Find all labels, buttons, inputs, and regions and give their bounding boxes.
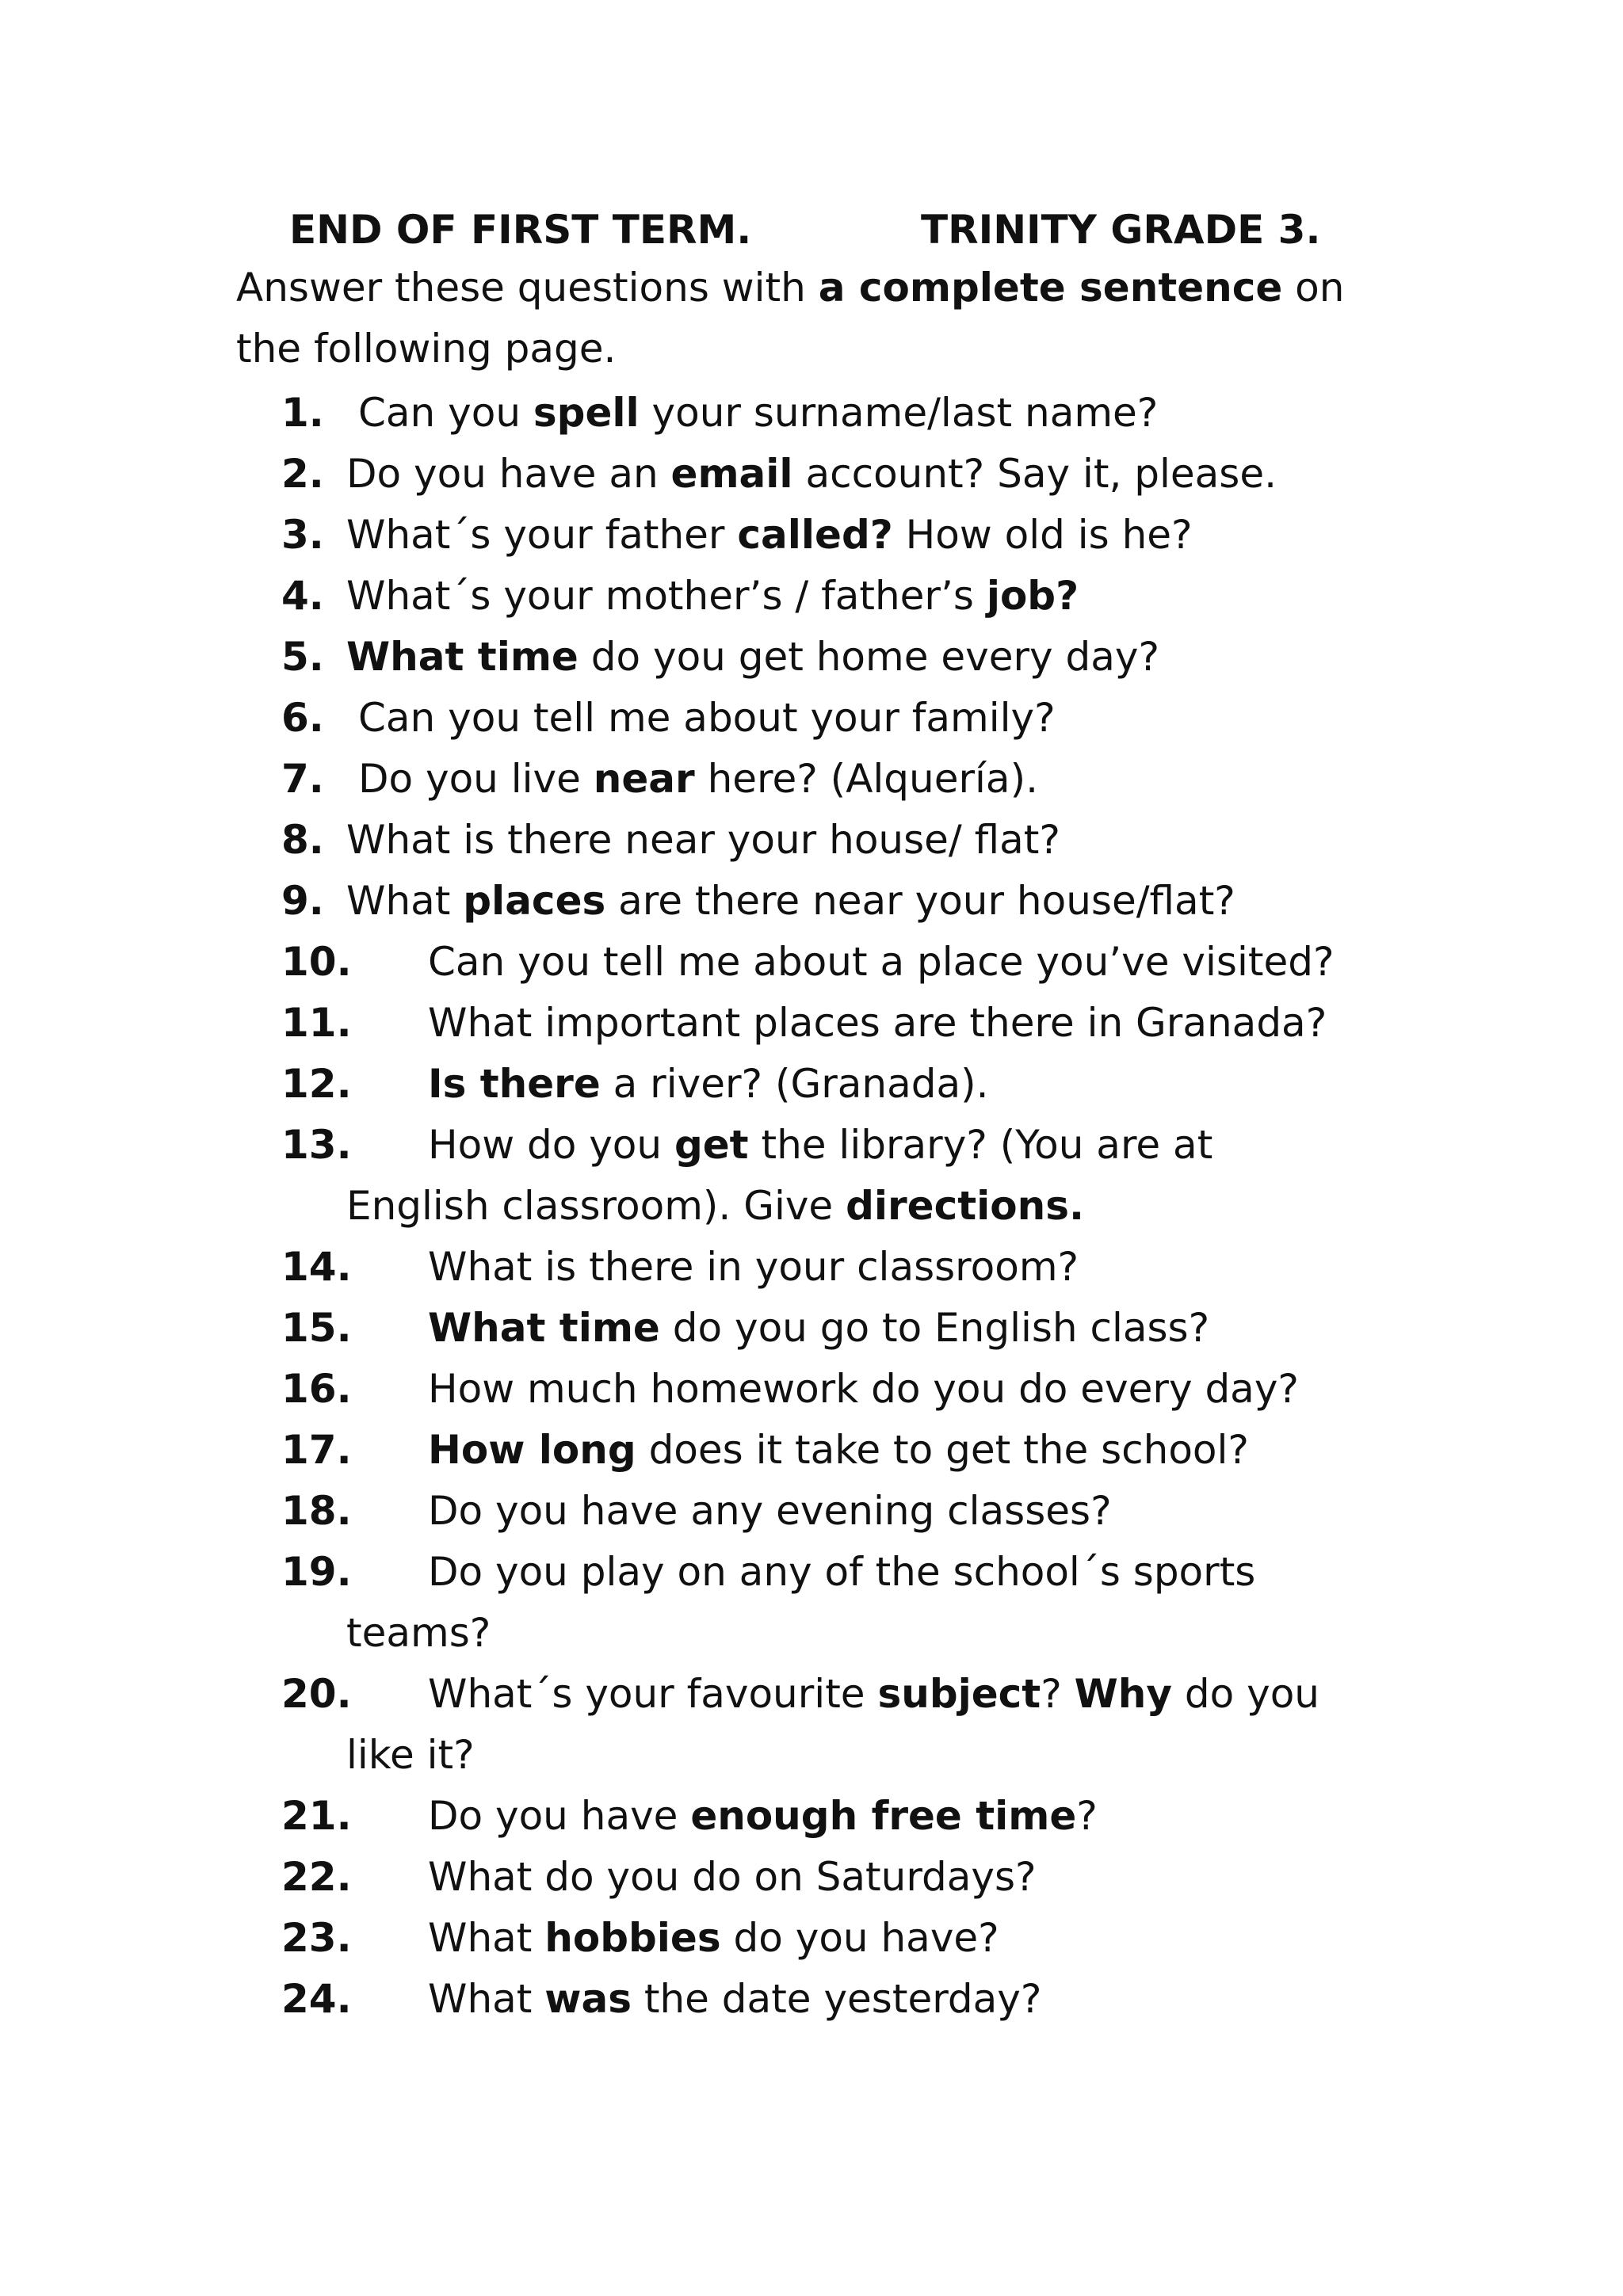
question-number: 4. [281, 573, 324, 619]
question-text-continued: like it? [346, 1732, 475, 1778]
question-number: 21. [281, 1793, 352, 1839]
question-18 [281, 1481, 1391, 1542]
question-number: 7. [281, 756, 324, 802]
question-22 [281, 1847, 1391, 1908]
question-10 [281, 932, 1391, 993]
question-text: How do you get the library? (You are at [428, 1122, 1213, 1168]
question-text: What time do you go to English class? [428, 1305, 1210, 1351]
question-14 [281, 1237, 1391, 1298]
instructions-line-2: the following page. [236, 326, 617, 372]
question-number: 19. [281, 1549, 352, 1595]
question-7 [281, 749, 1391, 810]
header-grade: TRINITY GRADE 3. [921, 207, 1321, 253]
question-19 [281, 1542, 1391, 1664]
question-13 [281, 1115, 1391, 1237]
question-number: 23. [281, 1915, 352, 1961]
question-text: What is there near your house/ flat? [346, 817, 1060, 863]
question-number: 12. [281, 1061, 352, 1107]
question-text: Do you have any evening classes? [428, 1488, 1112, 1534]
question-text: How long does it take to get the school? [428, 1427, 1249, 1473]
question-text: Do you live near here? (Alquería). [358, 756, 1038, 802]
question-text: Can you spell your surname/last name? [358, 390, 1159, 436]
question-number: 3. [281, 512, 324, 558]
question-3 [281, 505, 1391, 566]
header-term: END OF FIRST TERM. [289, 207, 752, 253]
question-number: 11. [281, 1000, 352, 1046]
question-number: 18. [281, 1488, 352, 1534]
question-text: What is there in your classroom? [428, 1244, 1079, 1290]
page-header [289, 202, 1359, 257]
instructions-line-1 [236, 257, 1385, 318]
question-text: What places are there near your house/flat? [346, 878, 1235, 924]
question-11 [281, 993, 1391, 1054]
question-text: What´s your favourite subject? Why do you [428, 1671, 1319, 1717]
question-21 [281, 1786, 1391, 1847]
question-text: What do you do on Saturdays? [428, 1854, 1037, 1900]
question-number: 5. [281, 634, 324, 680]
question-text: What hobbies do you have? [428, 1915, 999, 1961]
question-number: 1. [281, 390, 324, 436]
instructions-text: on [1282, 265, 1345, 311]
question-15 [281, 1298, 1391, 1359]
question-number: 6. [281, 695, 324, 741]
question-16 [281, 1359, 1391, 1420]
question-number: 20. [281, 1671, 352, 1717]
question-list [281, 383, 1391, 2030]
question-text: Is there a river? (Granada). [428, 1061, 989, 1107]
question-text: What´s your mother’s / father’s job? [346, 573, 1079, 619]
question-number: 14. [281, 1244, 352, 1290]
question-text: Do you play on any of the school´s sports [428, 1549, 1256, 1595]
question-17 [281, 1420, 1391, 1481]
question-text-continued: teams? [346, 1610, 491, 1656]
question-number: 24. [281, 1976, 352, 2022]
question-text: What was the date yesterday? [428, 1976, 1042, 2022]
question-23 [281, 1908, 1391, 1969]
question-text: What´s your father called? How old is he? [346, 512, 1193, 558]
question-number: 15. [281, 1305, 352, 1351]
question-4 [281, 566, 1391, 627]
instructions-emphasis: a complete sentence [818, 265, 1283, 311]
question-20 [281, 1664, 1391, 1786]
question-text: What important places are there in Granada? [428, 1000, 1327, 1046]
instructions [236, 257, 1385, 379]
question-12 [281, 1054, 1391, 1115]
question-text: Do you have an email account? Say it, please. [346, 451, 1277, 497]
question-text: Can you tell me about a place you’ve visited? [428, 939, 1335, 985]
question-8 [281, 810, 1391, 871]
question-text: Can you tell me about your family? [358, 695, 1056, 741]
question-text-continued: English classroom). Give directions. [346, 1183, 1084, 1229]
question-number: 10. [281, 939, 352, 985]
question-text: Do you have enough free time? [428, 1793, 1098, 1839]
question-1 [281, 383, 1391, 444]
question-text: How much homework do you do every day? [428, 1366, 1299, 1412]
question-24 [281, 1969, 1391, 2030]
question-number: 8. [281, 817, 324, 863]
question-number: 2. [281, 451, 324, 497]
question-number: 17. [281, 1427, 352, 1473]
question-9 [281, 871, 1391, 932]
instructions-text: Answer these questions with [236, 265, 819, 311]
question-number: 13. [281, 1122, 352, 1168]
question-5 [281, 627, 1391, 688]
question-text: What time do you get home every day? [346, 634, 1160, 680]
question-number: 16. [281, 1366, 352, 1412]
question-2 [281, 444, 1391, 505]
question-number: 22. [281, 1854, 352, 1900]
question-number: 9. [281, 878, 324, 924]
question-6 [281, 688, 1391, 749]
